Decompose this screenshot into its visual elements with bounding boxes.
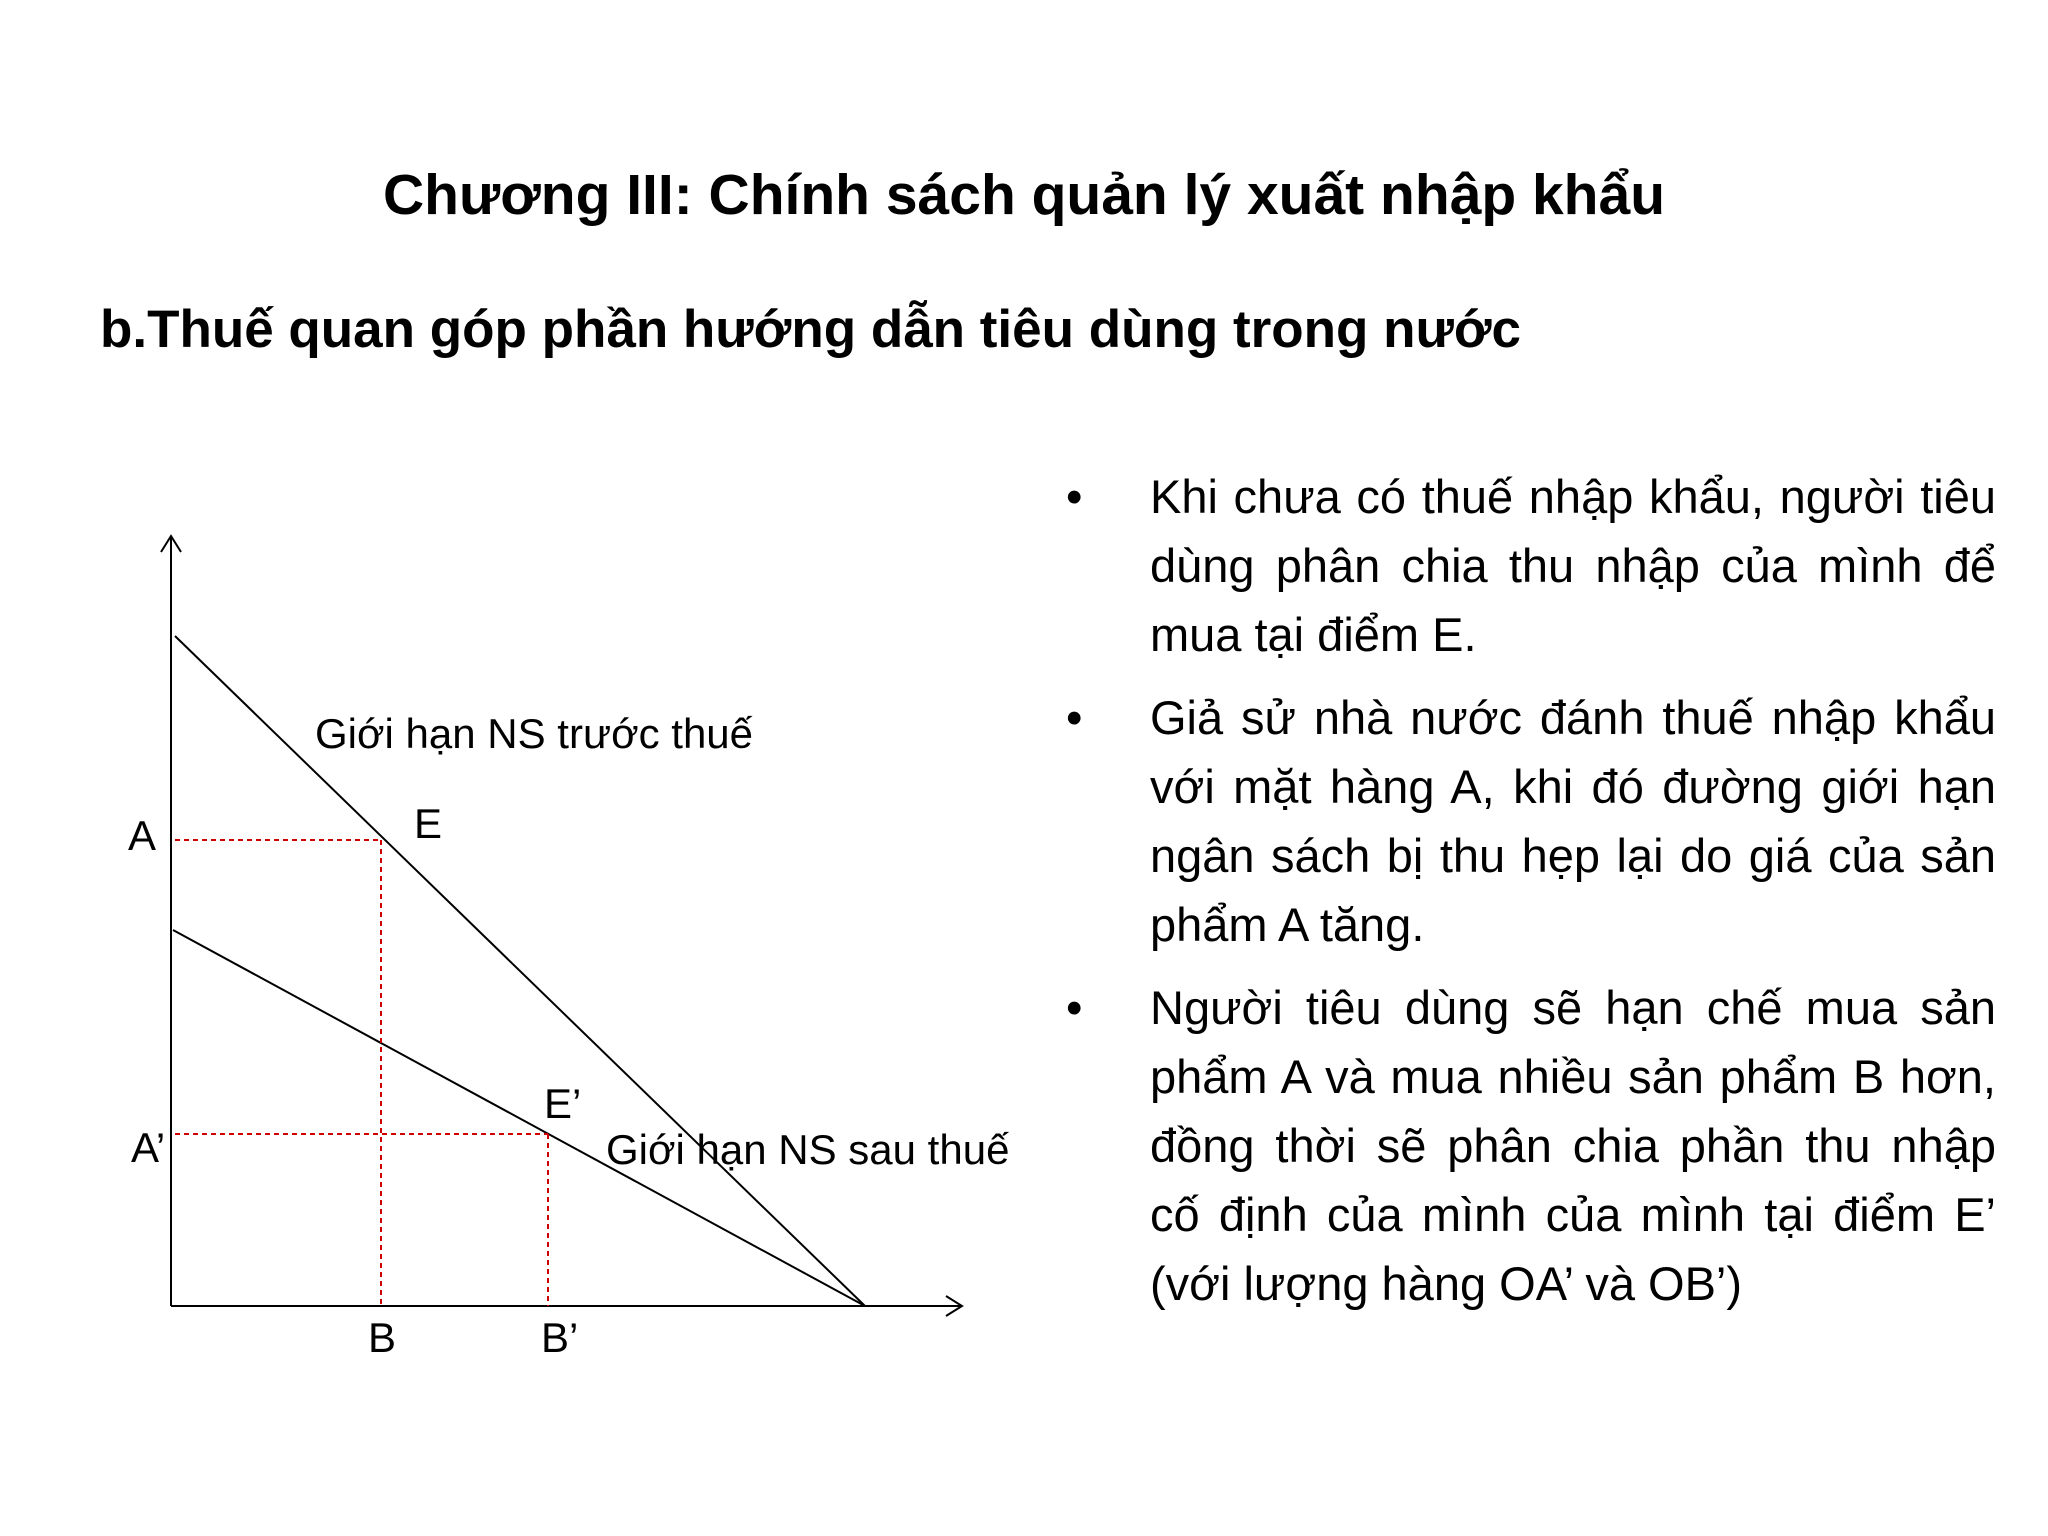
label-axis-B: B (368, 1314, 397, 1361)
budget-line-after-tax (173, 930, 865, 1306)
slide-title: Chương III: Chính sách quản lý xuất nhập khẩu (382, 163, 1666, 227)
bullet-text: Người tiêu dùng sẽ hạn chế mua sản phẩm A và mua nhiều sản phẩm B hơn, đồng thời sẽ phân chia phần thu nhập cố định của mình của mình tại điểm E’ (với lượng hàng OA’ và OB’) (1150, 981, 1996, 1310)
label-point-E: E (414, 800, 443, 847)
label-axis-B-prime: B’ (541, 1314, 579, 1361)
bullet-marker: • (1066, 691, 1083, 744)
bullet-item (1066, 462, 1996, 669)
bullet-text: Giả sử nhà nước đánh thuế nhập khẩu với mặt hàng A, khi đó đường giới hạn ngân sách bị thu hẹp lại do giá của sản phẩm A tăng. (1150, 691, 1996, 951)
bullet-item (1066, 683, 1996, 959)
bullet-list (1066, 462, 1996, 1332)
bullet-text: Khi chưa có thuế nhập khẩu, người tiêu dùng phân chia thu nhập của mình để mua tại điểm E. (1150, 470, 1996, 661)
bullet-item (1066, 973, 1996, 1318)
label-budget-before-tax: Giới hạn NS trước thuế (315, 710, 754, 757)
label-axis-A: A (128, 812, 157, 859)
bullet-marker: • (1066, 470, 1083, 523)
label-axis-A-prime: A’ (131, 1124, 166, 1171)
label-point-E-prime: E’ (544, 1080, 582, 1127)
label-budget-after-tax: Giới hạn NS sau thuế (606, 1126, 1010, 1173)
slide-subtitle: b.Thuế quan góp phần hướng dẫn tiêu dùng trong nước (100, 300, 1521, 359)
bullet-marker: • (1066, 981, 1083, 1034)
